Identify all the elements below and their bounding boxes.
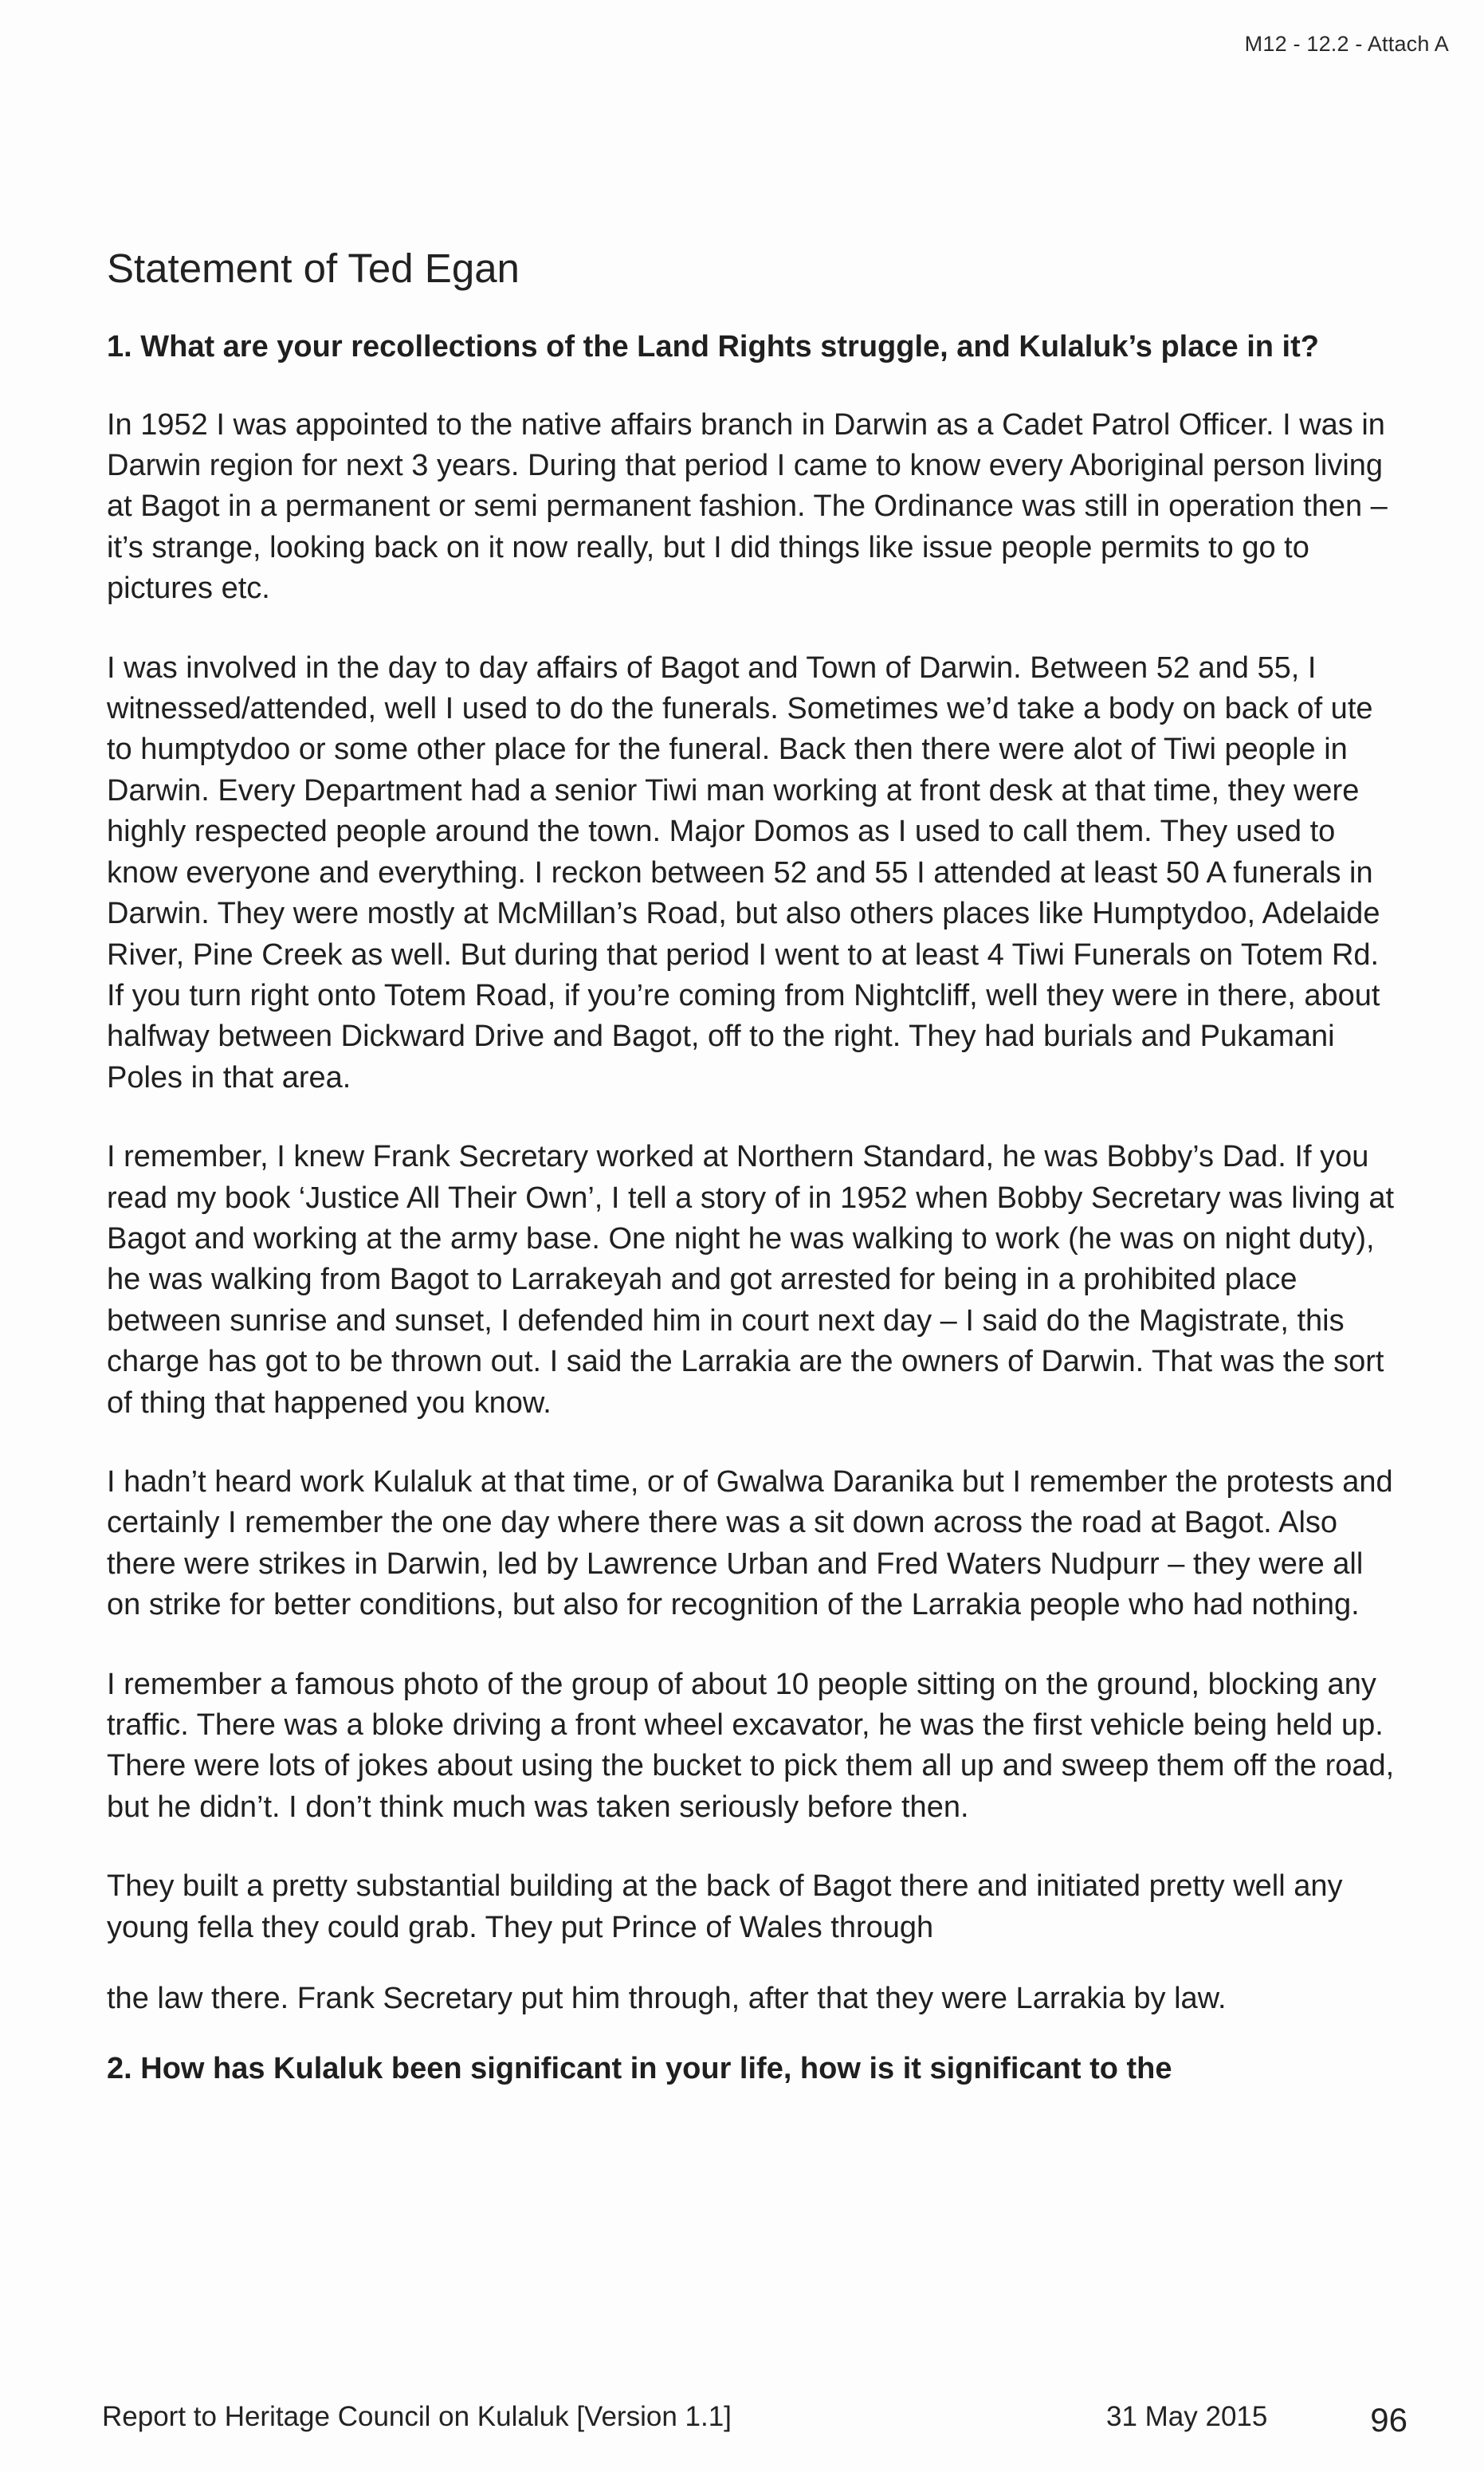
paragraph-1: In 1952 I was appointed to the native affairs branch in Darwin as a Cadet Patrol Officer. I was in Darwin region for next 3 years. During that period I came to know every Aboriginal person living at Bagot in a permanent or semi permanent fashion. The Ordinance was still in operation then – it’s strange, looking back on it now really, but I did things like issue people permits to go to pictures etc.: [107, 407, 1388, 606]
paragraph-6: They built a pretty substantial building at the back of Bagot there and initiated pretty well any young fella they could grab. They put Prince of Wales through: [107, 1869, 1343, 1944]
question-2: 2. How has Kulaluk been significant in your life, how is it significant to the: [107, 2052, 1172, 2086]
attachment-reference: M12 - 12.2 - Attach A: [1244, 32, 1449, 56]
question-1: 1. What are your recollections of the Land Rights struggle, and Kulaluk’s place in it?: [107, 329, 1319, 364]
footer-report-title: Report to Heritage Council on Kulaluk [Version 1.1]: [102, 2401, 732, 2432]
paragraph-3: I remember, I knew Frank Secretary worked at Northern Standard, he was Bobby’s Dad. If you read my book ‘Justice All Their Own’, I tell a story of in 1952 when Bobby Secretary was living at Bagot and working at the army base. One night he was walking to work (he was on night duty), he was walking from Bagot to Larrakeyah and got arrested for being in a prohibited place between sunrise and sunset, I defended him in court next day – I said do the Magistrate, this charge has got to be thrown out. I said the Larrakia are the owners of Darwin. That was the sort of thing that happened you know.: [107, 1140, 1395, 1420]
page-footer: [102, 2401, 1407, 2441]
document-body: [107, 246, 1398, 2127]
page-number: 96: [1370, 2401, 1407, 2439]
paragraph-4: I hadn’t heard work Kulaluk at that time, or of Gwalwa Daranika but I remember the protests and certainly I remember the one day where there was a sit down across the road at Bagot. Also there were strikes in Darwin, led by Lawrence Urban and Fred Waters Nudpurr – they were all on strike for better conditions, but also for recognition of the Larrakia people who had nothing.: [107, 1464, 1393, 1622]
paragraph-7: the law there. Frank Secretary put him through, after that they were Larrakia by law.: [107, 1982, 1227, 2016]
paragraph-5: I remember a famous photo of the group of about 10 people sitting on the ground, blocking any traffic. There was a bloke driving a front wheel excavator, he was the first vehicle being held up. There were lots of jokes about using the bucket to pick them all up and sweep them off the road, but he didn’t. I don’t think much was taken seriously before then.: [107, 1667, 1395, 1824]
paragraph-2: I was involved in the day to day affairs of Bagot and Town of Darwin. Between 52 and 55, I witnessed/attended, well I used to do the funerals. Sometimes we’d take a body on back of ute to humptydoo or some other place for the funeral. Back then there were alot of Tiwi people in Darwin. Every Department had a senior Tiwi man working at front desk at that time, they were highly respected people around the town. Major Domos as I used to call them. They used to know everyone and everything. I reckon between 52 and 55 I attended at least 50 A funerals in Darwin. They were mostly at McMillan’s Road, but also others places like Humptydoo, Adelaide River, Pine Creek as well. But during that period I went to at least 4 Tiwi Funerals on Totem Rd. If you turn right onto Totem Road, if you’re coming from Nightcliff, well they were in there, about halfway between Dickward Drive and Bagot, off to the right. They had burials and Pukamani Poles in that area.: [107, 650, 1380, 1095]
document-title: Statement of Ted Egan: [107, 246, 520, 291]
footer-date: 31 May 2015: [1106, 2401, 1268, 2432]
